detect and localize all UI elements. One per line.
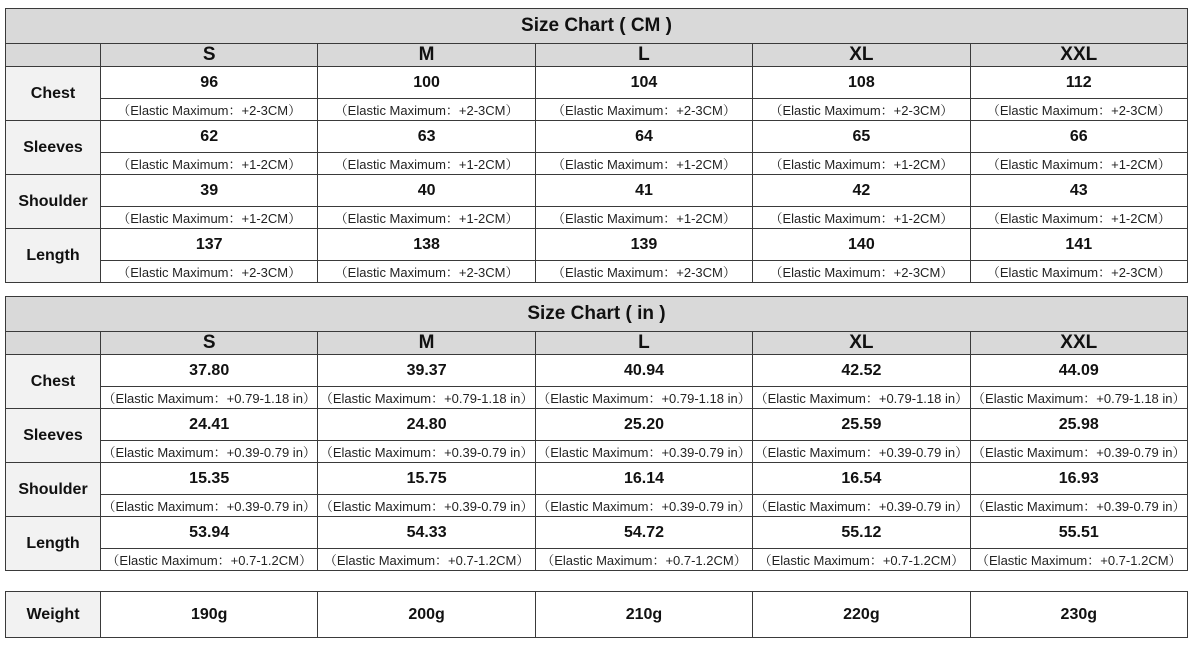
elastic-note: （Elastic Maximum：+1-2CM） xyxy=(101,207,318,229)
elastic-note: （Elastic Maximum：+0.7-1.2CM） xyxy=(318,549,535,571)
measure-value: 25.20 xyxy=(535,409,752,441)
measure-value: 43 xyxy=(970,175,1187,207)
elastic-note: （Elastic Maximum：+2-3CM） xyxy=(535,99,752,121)
elastic-note: （Elastic Maximum：+0.79-1.18 in） xyxy=(535,387,752,409)
elastic-note: （Elastic Maximum：+2-3CM） xyxy=(101,261,318,283)
size-header: L xyxy=(535,44,752,67)
measure-label: Shoulder xyxy=(6,175,101,229)
chart-title-row xyxy=(6,297,1188,332)
elastic-note: （Elastic Maximum：+2-3CM） xyxy=(970,99,1187,121)
elastic-note-row xyxy=(6,441,1188,463)
measure-label: Sleeves xyxy=(6,409,101,463)
elastic-note: （Elastic Maximum：+1-2CM） xyxy=(535,153,752,175)
size-header: XL xyxy=(753,44,970,67)
measure-label: Shoulder xyxy=(6,463,101,517)
measure-label: Chest xyxy=(6,67,101,121)
elastic-note: （Elastic Maximum：+0.79-1.18 in） xyxy=(753,387,970,409)
measure-value: 54.72 xyxy=(535,517,752,549)
elastic-note: （Elastic Maximum：+0.39-0.79 in） xyxy=(753,441,970,463)
measure-row xyxy=(6,463,1188,495)
measure-value: 40 xyxy=(318,175,535,207)
elastic-note: （Elastic Maximum：+1-2CM） xyxy=(318,207,535,229)
elastic-note-row xyxy=(6,153,1188,175)
weight-value: 190g xyxy=(101,592,318,638)
elastic-note: （Elastic Maximum：+0.7-1.2CM） xyxy=(535,549,752,571)
elastic-note: （Elastic Maximum：+0.39-0.79 in） xyxy=(753,495,970,517)
measure-row xyxy=(6,229,1188,261)
measure-value: 16.93 xyxy=(970,463,1187,495)
elastic-note-row xyxy=(6,387,1188,409)
size-header: M xyxy=(318,332,535,355)
weight-value: 230g xyxy=(970,592,1187,638)
measure-value: 66 xyxy=(970,121,1187,153)
measure-row xyxy=(6,121,1188,153)
elastic-note: （Elastic Maximum：+0.39-0.79 in） xyxy=(101,495,318,517)
measure-value: 16.14 xyxy=(535,463,752,495)
elastic-note: （Elastic Maximum：+0.39-0.79 in） xyxy=(318,495,535,517)
measure-value: 137 xyxy=(101,229,318,261)
elastic-note: （Elastic Maximum：+1-2CM） xyxy=(101,153,318,175)
measure-value: 63 xyxy=(318,121,535,153)
elastic-note-row xyxy=(6,261,1188,283)
measure-value: 41 xyxy=(535,175,752,207)
elastic-note: （Elastic Maximum：+2-3CM） xyxy=(753,261,970,283)
elastic-note-row xyxy=(6,549,1188,571)
header-corner xyxy=(6,44,101,67)
elastic-note: （Elastic Maximum：+0.79-1.18 in） xyxy=(970,387,1187,409)
elastic-note: （Elastic Maximum：+0.7-1.2CM） xyxy=(970,549,1187,571)
weight-value: 200g xyxy=(318,592,535,638)
measure-label: Length xyxy=(6,517,101,571)
measure-value: 100 xyxy=(318,67,535,99)
elastic-note-row xyxy=(6,495,1188,517)
measure-value: 39 xyxy=(101,175,318,207)
elastic-note: （Elastic Maximum：+1-2CM） xyxy=(535,207,752,229)
measure-value: 25.59 xyxy=(753,409,970,441)
elastic-note: （Elastic Maximum：+2-3CM） xyxy=(101,99,318,121)
weight-value: 210g xyxy=(535,592,752,638)
chart-title: Size Chart ( in ) xyxy=(6,297,1188,332)
measure-value: 15.75 xyxy=(318,463,535,495)
elastic-note: （Elastic Maximum：+2-3CM） xyxy=(970,261,1187,283)
measure-value: 65 xyxy=(753,121,970,153)
size-header: L xyxy=(535,332,752,355)
measure-value: 16.54 xyxy=(753,463,970,495)
chart-title: Size Chart ( CM ) xyxy=(6,9,1188,44)
measure-value: 24.80 xyxy=(318,409,535,441)
elastic-note: （Elastic Maximum：+2-3CM） xyxy=(535,261,752,283)
measure-value: 53.94 xyxy=(101,517,318,549)
header-corner xyxy=(6,332,101,355)
size-chart-in-table xyxy=(5,296,1188,571)
measure-value: 140 xyxy=(753,229,970,261)
size-chart-cm-table xyxy=(5,8,1188,283)
size-header: S xyxy=(101,44,318,67)
elastic-note: （Elastic Maximum：+0.7-1.2CM） xyxy=(753,549,970,571)
measure-row xyxy=(6,517,1188,549)
elastic-note-row xyxy=(6,99,1188,121)
measure-value: 25.98 xyxy=(970,409,1187,441)
elastic-note: （Elastic Maximum：+1-2CM） xyxy=(970,207,1187,229)
elastic-note: （Elastic Maximum：+0.79-1.18 in） xyxy=(101,387,318,409)
weight-label: Weight xyxy=(6,592,101,638)
size-header: XXL xyxy=(970,44,1187,67)
elastic-note: （Elastic Maximum：+0.39-0.79 in） xyxy=(970,441,1187,463)
elastic-note: （Elastic Maximum：+2-3CM） xyxy=(318,261,535,283)
weight-value: 220g xyxy=(753,592,970,638)
elastic-note: （Elastic Maximum：+0.39-0.79 in） xyxy=(101,441,318,463)
weight-row xyxy=(6,592,1188,638)
chart-title-row xyxy=(6,9,1188,44)
elastic-note: （Elastic Maximum：+2-3CM） xyxy=(318,99,535,121)
weight-table xyxy=(5,591,1188,638)
measure-label: Length xyxy=(6,229,101,283)
elastic-note-row xyxy=(6,207,1188,229)
measure-value: 104 xyxy=(535,67,752,99)
measure-row xyxy=(6,409,1188,441)
measure-row xyxy=(6,175,1188,207)
measure-value: 62 xyxy=(101,121,318,153)
measure-value: 44.09 xyxy=(970,355,1187,387)
measure-value: 55.12 xyxy=(753,517,970,549)
elastic-note: （Elastic Maximum：+1-2CM） xyxy=(970,153,1187,175)
measure-row xyxy=(6,355,1188,387)
measure-label: Chest xyxy=(6,355,101,409)
measure-value: 141 xyxy=(970,229,1187,261)
elastic-note: （Elastic Maximum：+0.79-1.18 in） xyxy=(318,387,535,409)
elastic-note: （Elastic Maximum：+2-3CM） xyxy=(753,99,970,121)
measure-value: 37.80 xyxy=(101,355,318,387)
measure-value: 64 xyxy=(535,121,752,153)
measure-row xyxy=(6,67,1188,99)
measure-value: 138 xyxy=(318,229,535,261)
measure-value: 15.35 xyxy=(101,463,318,495)
size-header: XXL xyxy=(970,332,1187,355)
measure-value: 42.52 xyxy=(753,355,970,387)
size-header: M xyxy=(318,44,535,67)
measure-value: 42 xyxy=(753,175,970,207)
elastic-note: （Elastic Maximum：+1-2CM） xyxy=(753,153,970,175)
elastic-note: （Elastic Maximum：+0.39-0.79 in） xyxy=(318,441,535,463)
elastic-note: （Elastic Maximum：+0.7-1.2CM） xyxy=(101,549,318,571)
elastic-note: （Elastic Maximum：+1-2CM） xyxy=(753,207,970,229)
measure-value: 139 xyxy=(535,229,752,261)
elastic-note: （Elastic Maximum：+0.39-0.79 in） xyxy=(535,441,752,463)
elastic-note: （Elastic Maximum：+0.39-0.79 in） xyxy=(535,495,752,517)
size-header: S xyxy=(101,332,318,355)
measure-value: 54.33 xyxy=(318,517,535,549)
measure-label: Sleeves xyxy=(6,121,101,175)
measure-value: 112 xyxy=(970,67,1187,99)
measure-value: 40.94 xyxy=(535,355,752,387)
measure-value: 39.37 xyxy=(318,355,535,387)
size-header-row xyxy=(6,332,1188,355)
measure-value: 108 xyxy=(753,67,970,99)
size-header-row xyxy=(6,44,1188,67)
elastic-note: （Elastic Maximum：+0.39-0.79 in） xyxy=(970,495,1187,517)
size-header: XL xyxy=(753,332,970,355)
measure-value: 24.41 xyxy=(101,409,318,441)
measure-value: 55.51 xyxy=(970,517,1187,549)
elastic-note: （Elastic Maximum：+1-2CM） xyxy=(318,153,535,175)
measure-value: 96 xyxy=(101,67,318,99)
